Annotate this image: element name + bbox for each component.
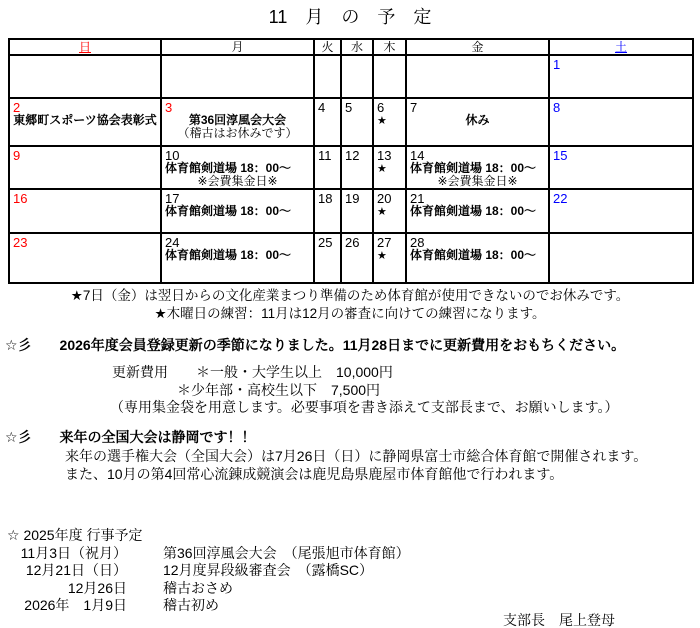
calendar-day-cell — [9, 98, 161, 146]
calendar-body — [9, 55, 693, 283]
calendar-day-cell — [549, 98, 693, 146]
date-number: 1 — [553, 57, 561, 72]
section-national — [5, 429, 697, 483]
star-icon: ★ — [377, 250, 387, 262]
calendar-day-cell — [314, 189, 341, 233]
renewal-heading: ☆彡 2026年度会員登録更新の季節になりました。11月28日までに更新費用をおもちください。 — [5, 337, 626, 353]
date-number: 25 — [318, 235, 333, 250]
calendar-day-cell — [406, 98, 549, 146]
calendar-day-cell — [314, 233, 341, 283]
calendar-table — [8, 38, 694, 284]
national-line: 来年の選手権大会（全国大会）は7月26日（日）に静岡県富士市総合体育館で開催されます。 — [65, 448, 648, 464]
calendar-week-row — [9, 189, 693, 233]
date-number: 28 — [410, 235, 425, 250]
calendar-day-cell — [406, 189, 549, 233]
event-name: 稽古おさめ — [163, 579, 233, 596]
event-text: 体育館剣道場 18：00～ — [165, 248, 292, 262]
calendar-day-cell — [341, 55, 373, 98]
date-number: 12 — [345, 148, 360, 163]
national-heading: ☆彡 来年の全国大会は静岡です！！ — [5, 429, 256, 445]
event-name: 第36回淳風会大会 （尾張旭市体育館） — [163, 544, 410, 561]
calendar-day-cell — [161, 98, 314, 146]
star-icon: ★ — [377, 206, 387, 218]
fee-line: ＊少年部・高校生以下 7,500円 — [177, 381, 381, 398]
calendar-day-cell — [9, 233, 161, 283]
calendar-header-cell: 金 — [406, 39, 549, 55]
calendar-week-row — [9, 55, 693, 98]
renewal-lines — [5, 364, 697, 417]
calendar-day-cell — [373, 146, 406, 189]
event-text: 体育館剣道場 18：00～ — [410, 161, 537, 175]
calendar-week-row — [9, 146, 693, 189]
signature: 支部長 尾上登母 — [503, 612, 615, 628]
date-number: 16 — [13, 191, 28, 206]
date-number: 11 — [318, 148, 332, 163]
page-title: 11 月 の 予 定 — [268, 7, 432, 27]
date-number: 9 — [13, 148, 21, 163]
events-rows — [7, 545, 697, 615]
national-line: また、10月の第4回常心流錬成競演会は鹿児島県鹿屋市体育館他で行われます。 — [65, 465, 564, 482]
date-number: 24 — [165, 235, 180, 250]
calendar-day-cell — [373, 189, 406, 233]
calendar-day-cell — [549, 189, 693, 233]
fee-line: 更新費用 ＊一般・大学生以上 10,000円 — [112, 364, 393, 380]
calendar-day-cell — [549, 146, 693, 189]
calendar-day-cell — [314, 55, 341, 98]
date-number: 6 — [377, 100, 385, 115]
calendar-header-cell: 木 — [373, 39, 406, 55]
calendar-day-cell — [549, 233, 693, 283]
star-icon: ★ — [377, 163, 387, 175]
calendar-day-cell — [406, 146, 549, 189]
calendar-day-cell — [161, 233, 314, 283]
calendar-week-row — [9, 98, 693, 146]
date-number: 7 — [410, 100, 418, 115]
calendar-day-cell — [341, 98, 373, 146]
date-number: 22 — [553, 191, 568, 206]
date-number: 23 — [13, 235, 28, 250]
fee-line: （専用集金袋を用意します。必要事項を書き添えて支部長まで、お願いします。） — [110, 399, 619, 415]
calendar-day-cell — [314, 98, 341, 146]
date-number: 14 — [410, 148, 425, 163]
calendar-day-cell — [406, 233, 549, 283]
calendar-day-cell — [9, 146, 161, 189]
calendar-header-cell: 火 — [314, 39, 341, 55]
date-number: 20 — [377, 191, 392, 206]
event-text: 休み — [465, 113, 490, 127]
calendar-day-cell — [341, 189, 373, 233]
event-name: 12月度昇段級審査会 （露橋SC） — [163, 562, 374, 578]
date-number: 13 — [377, 148, 392, 163]
event-text: 体育館剣道場 18：00～ — [165, 204, 292, 218]
date-number: 3 — [165, 100, 173, 115]
event-row — [7, 545, 697, 563]
date-number: 27 — [377, 235, 392, 250]
calendar-day-cell — [341, 233, 373, 283]
note-line: ★木曜日の練習：11月は12月の審査に向けての練習になります。 — [154, 305, 546, 321]
calendar-day-cell — [314, 146, 341, 189]
event-row — [7, 580, 697, 598]
event-text: 東郷町スポーツ協会表彰式 — [13, 113, 157, 127]
calendar-day-cell — [9, 189, 161, 233]
calendar-day-cell — [373, 98, 406, 146]
calendar-header-cell: 日 — [9, 39, 161, 55]
date-number: 5 — [345, 100, 353, 115]
calendar-header-cell: 土 — [549, 39, 693, 55]
event-date: 12月26日 — [67, 579, 127, 596]
calendar-header-cell: 月 — [161, 39, 314, 55]
date-number: 2 — [13, 100, 21, 115]
calendar-day-cell — [9, 55, 161, 98]
note-line: ★7日（金）は翌日からの文化産業まつり準備のため体育館が使用できないのでお休みです。 — [70, 288, 630, 303]
calendar-day-cell — [549, 55, 693, 98]
event-text: 体育館剣道場 18：00～ — [410, 204, 537, 218]
event-text: 体育館剣道場 18：00～ — [165, 161, 292, 175]
event-date: 12月21日（日） — [25, 562, 127, 578]
date-number: 21 — [410, 191, 425, 206]
event-date: 11月3日（祝月） — [20, 544, 127, 561]
event-date: 2026年 1月9日 — [24, 597, 127, 613]
calendar-day-cell — [373, 233, 406, 283]
calendar-day-cell — [406, 55, 549, 98]
section-events — [7, 527, 697, 615]
calendar-day-cell — [161, 189, 314, 233]
event-text: ※会費集金日※ — [197, 174, 278, 188]
event-name: 稽古初め — [163, 597, 219, 613]
event-row — [7, 562, 697, 580]
date-number: 26 — [345, 235, 360, 250]
date-number: 18 — [318, 191, 333, 206]
event-text: （稽古はお休みです） — [177, 126, 298, 140]
calendar-day-cell — [161, 146, 314, 189]
date-number: 10 — [165, 148, 180, 163]
event-text: 第36回淳風会大会 — [188, 113, 287, 127]
date-number: 4 — [318, 100, 326, 115]
star-icon: ★ — [377, 115, 387, 127]
calendar-header-row — [9, 39, 693, 55]
event-text: 体育館剣道場 18：00～ — [410, 248, 537, 262]
calendar-day-cell — [373, 55, 406, 98]
date-number: 8 — [553, 100, 561, 115]
date-number: 15 — [553, 148, 568, 163]
calendar-day-cell — [341, 146, 373, 189]
calendar-day-cell — [161, 55, 314, 98]
notes — [0, 287, 700, 322]
events-heading: ☆ 2025年度 行事予定 — [7, 527, 143, 543]
date-number: 19 — [345, 191, 360, 206]
section-renewal — [5, 337, 697, 417]
national-lines — [5, 448, 697, 483]
calendar-week-row — [9, 233, 693, 283]
event-text: ※会費集金日※ — [437, 174, 518, 188]
calendar-header-cell: 水 — [341, 39, 373, 55]
date-number: 17 — [165, 191, 180, 206]
